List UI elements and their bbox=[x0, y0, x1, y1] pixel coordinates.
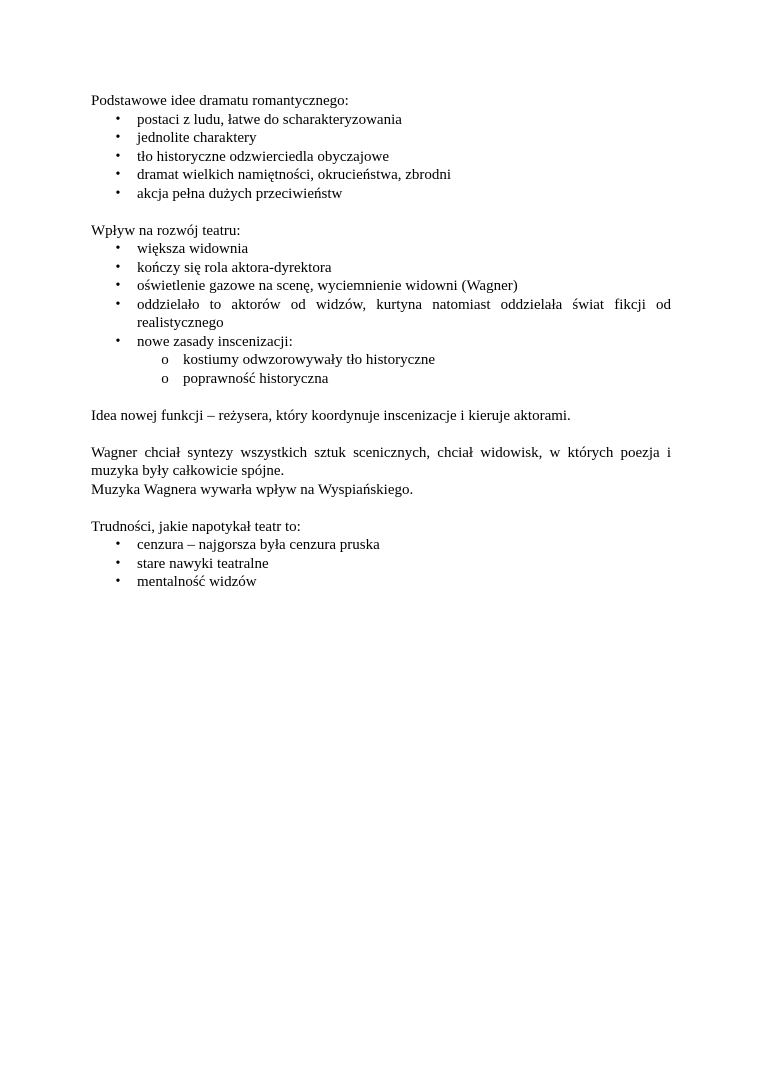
bullet-icon: • bbox=[115, 185, 121, 201]
list-item bbox=[91, 129, 671, 148]
list-item bbox=[91, 536, 671, 555]
sub-list-item-text: kostiumy odwzorowywały tło historyczne bbox=[183, 352, 436, 368]
bullet-icon: • bbox=[115, 111, 121, 127]
list-item-text: oddzielało to aktorów od widzów, kurtyna natomiast oddzielała świat fikcji od realistycznego bbox=[137, 296, 671, 331]
list-item-text: nowe zasady inscenizacji: bbox=[137, 333, 293, 350]
list-item-text: postaci z ludu, łatwe do scharakteryzowania bbox=[137, 111, 402, 128]
list-item-text: stare nawyki teatralne bbox=[137, 555, 269, 572]
list-item bbox=[91, 573, 671, 592]
bullet-icon: • bbox=[115, 259, 121, 275]
list-item bbox=[91, 333, 671, 352]
circle-bullet-icon: o bbox=[161, 352, 169, 368]
bullet-icon: • bbox=[115, 333, 121, 349]
bullet-icon: • bbox=[115, 574, 121, 589]
list-item bbox=[91, 148, 671, 167]
list-item bbox=[91, 185, 671, 204]
bullet-icon: • bbox=[115, 148, 121, 164]
sub-list-item bbox=[91, 351, 671, 370]
list-item-text: kończy się rola aktora-dyrektora bbox=[137, 259, 332, 276]
list-item bbox=[91, 259, 671, 278]
influence-sublist bbox=[91, 351, 671, 388]
paragraph-spacer bbox=[91, 499, 671, 518]
list-item-text: mentalność widzów bbox=[137, 574, 257, 590]
bullet-icon: • bbox=[115, 537, 121, 552]
wagner-paragraph: Wagner chciał syntezy wszystkich sztuk scenicznych, chciał widowisk, w których poezja i muzyka były całkowicie spójne. bbox=[91, 444, 671, 479]
sub-list-item-text: poprawność historyczna bbox=[183, 370, 329, 387]
sub-list-item bbox=[91, 370, 671, 389]
circle-bullet-icon: o bbox=[161, 370, 169, 387]
list-item-text: cenzura – najgorsza była cenzura pruska bbox=[137, 537, 380, 553]
list-item-text: oświetlenie gazowe na scenę, wyciemnienie widowni (Wagner) bbox=[137, 278, 518, 294]
list-item bbox=[91, 555, 671, 574]
director-paragraph: Idea nowej funkcji – reżysera, który koordynuje inscenizacje i kieruje aktorami. bbox=[91, 407, 571, 424]
bullet-icon: • bbox=[115, 296, 121, 312]
difficulties-list bbox=[91, 536, 671, 592]
list-item-text: akcja pełna dużych przeciwieństw bbox=[137, 185, 343, 202]
wagner-influence-paragraph: Muzyka Wagnera wywarła wpływ na Wyspiańskiego. bbox=[91, 481, 414, 498]
bullet-icon: • bbox=[115, 130, 121, 145]
list-item bbox=[91, 277, 671, 296]
bullet-icon: • bbox=[115, 241, 121, 256]
list-item-text: tło historyczne odzwierciedla obyczajowe bbox=[137, 148, 389, 165]
bullet-icon: • bbox=[115, 555, 121, 571]
bullet-icon: • bbox=[115, 278, 121, 293]
list-item-text: jednolite charaktery bbox=[137, 130, 257, 146]
paragraph-spacer bbox=[91, 203, 671, 222]
bullet-icon: • bbox=[115, 167, 121, 182]
list-item-text: większa widownia bbox=[137, 241, 249, 257]
influence-list bbox=[91, 240, 671, 351]
list-item bbox=[91, 166, 671, 185]
paragraph-spacer bbox=[91, 388, 671, 407]
document-content bbox=[91, 92, 671, 592]
paragraph-spacer bbox=[91, 425, 671, 444]
influence-heading: Wpływ na rozwój teatru: bbox=[91, 222, 241, 239]
list-item bbox=[91, 240, 671, 259]
list-item-text: dramat wielkich namiętności, okrucieństwa, zbrodni bbox=[137, 167, 452, 183]
difficulties-heading: Trudności, jakie napotykał teatr to: bbox=[91, 518, 301, 535]
ideas-heading: Podstawowe idee dramatu romantycznego: bbox=[91, 93, 349, 109]
list-item bbox=[91, 111, 671, 130]
list-item bbox=[91, 296, 671, 333]
ideas-list bbox=[91, 111, 671, 204]
